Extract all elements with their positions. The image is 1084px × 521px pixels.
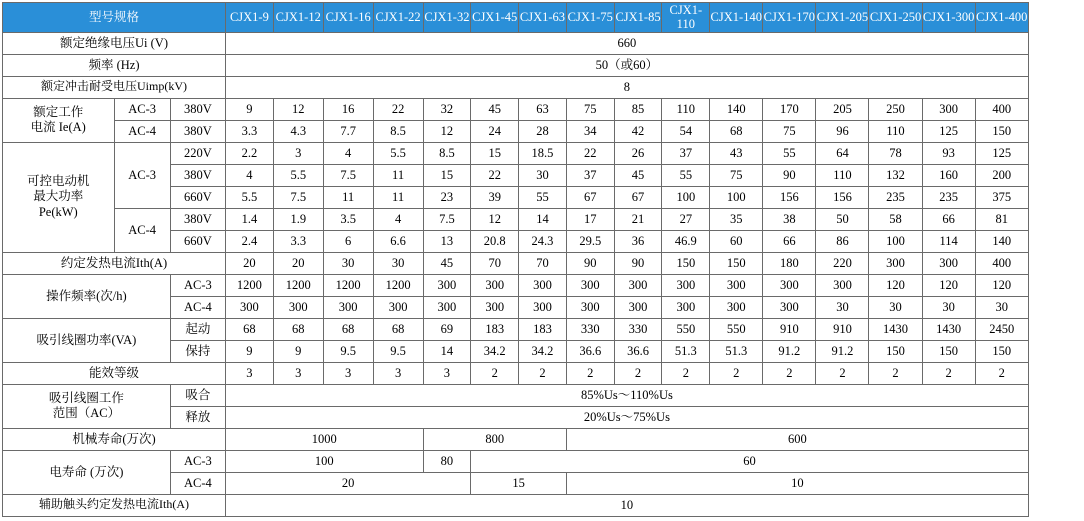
ops-ac4-v9: 300	[662, 296, 710, 318]
power-ac3-220-v11: 55	[763, 142, 816, 164]
ops-ac4-v14: 30	[922, 296, 975, 318]
elec-life-ac4-mode: AC-4	[170, 472, 225, 494]
ops-ac4-v4: 300	[423, 296, 471, 318]
label-rated-current-line1: 额定工作	[33, 104, 84, 119]
power-ac3-220-v14: 93	[922, 142, 975, 164]
ith-v12: 220	[816, 252, 869, 274]
power-ac4-660-v15: 140	[975, 230, 1028, 252]
ops-ac4-v15: 30	[975, 296, 1028, 318]
ops-ac4-v1: 300	[273, 296, 323, 318]
power-ac4-380-v9: 27	[662, 208, 710, 230]
power-ac3-380-v14: 160	[922, 164, 975, 186]
model-col-15: CJX1-400	[975, 3, 1028, 33]
power-ac4-660-v3: 6.6	[373, 230, 423, 252]
power-ac3-220-volt: 220V	[170, 142, 225, 164]
power-ac3-380-v0: 4	[226, 164, 274, 186]
coil-start-v5: 183	[471, 318, 519, 340]
power-ac3-220-v3: 5.5	[373, 142, 423, 164]
power-ac4-380-volt: 380V	[170, 208, 225, 230]
coil-hold-v5: 34.2	[471, 340, 519, 362]
power-ac4-380-v3: 4	[373, 208, 423, 230]
power-ac4-380-v10: 35	[710, 208, 763, 230]
ith-v1: 20	[273, 252, 323, 274]
coil-start-v12: 910	[816, 318, 869, 340]
ie-ac3-v10: 140	[710, 98, 763, 120]
row-ie-ac4	[3, 120, 1082, 142]
power-ac4-380-v7: 17	[566, 208, 614, 230]
label-coil-range	[3, 384, 171, 428]
power-ac4-660-v14: 114	[922, 230, 975, 252]
coil-start-v10: 550	[710, 318, 763, 340]
coil-range-release-mode: 释放	[170, 406, 225, 428]
power-ac3-220-v9: 37	[662, 142, 710, 164]
ops-ac3-v6: 300	[519, 274, 567, 296]
power-ac3-660-v5: 39	[471, 186, 519, 208]
ie-ac4-mode: AC-4	[114, 120, 170, 142]
coil-hold-v14: 150	[922, 340, 975, 362]
power-ac3-660-v0: 5.5	[226, 186, 274, 208]
ops-ac3-v2: 1200	[323, 274, 373, 296]
ie-ac4-v7: 34	[566, 120, 614, 142]
ie-ac4-v6: 28	[519, 120, 567, 142]
ie-ac4-v15: 150	[975, 120, 1028, 142]
coil-hold-v0: 9	[226, 340, 274, 362]
power-ac3-660-v2: 11	[323, 186, 373, 208]
ith-v8: 90	[614, 252, 662, 274]
row-ie-ac3	[3, 98, 1082, 120]
power-ac4-380-v11: 38	[763, 208, 816, 230]
power-ac3-220-v5: 15	[471, 142, 519, 164]
ops-ac4-v8: 300	[614, 296, 662, 318]
ops-ac4-v5: 300	[471, 296, 519, 318]
power-ac4-660-v11: 66	[763, 230, 816, 252]
coil-range-pickup-mode: 吸合	[170, 384, 225, 406]
ith-v6: 70	[519, 252, 567, 274]
power-ac3-660-v7: 67	[566, 186, 614, 208]
ie-ac4-v1: 4.3	[273, 120, 323, 142]
ith-v10: 150	[710, 252, 763, 274]
power-ac3-380-v5: 22	[471, 164, 519, 186]
model-col-2: CJX1-16	[323, 3, 373, 33]
model-col-3: CJX1-22	[373, 3, 423, 33]
mech-life-seg2: 600	[566, 428, 1028, 450]
model-col-1: CJX1-12	[273, 3, 323, 33]
ie-ac3-v1: 12	[273, 98, 323, 120]
ie-ac4-v10: 68	[710, 120, 763, 142]
label-coil-range-line1: 吸引线圈工作	[48, 390, 124, 405]
power-ac3-380-v3: 11	[373, 164, 423, 186]
label-aux-ith: 辅助触头约定发热电流Ith(A)	[3, 494, 226, 516]
coil-start-v14: 1430	[922, 318, 975, 340]
coil-start-v11: 910	[763, 318, 816, 340]
ie-ac3-v9: 110	[662, 98, 710, 120]
power-ac3-220-v13: 78	[869, 142, 922, 164]
elec-life-ac4-seg2: 10	[566, 472, 1028, 494]
ie-ac4-v3: 8.5	[373, 120, 423, 142]
ith-v9: 150	[662, 252, 710, 274]
ops-ac4-v2: 300	[323, 296, 373, 318]
power-ac3-380-v1: 5.5	[273, 164, 323, 186]
row-aux-thermal-current	[3, 494, 1082, 516]
ie-ac4-v11: 75	[763, 120, 816, 142]
ops-ac3-v4: 300	[423, 274, 471, 296]
ith-v11: 180	[763, 252, 816, 274]
label-operating-frequency: 操作频率(次/h)	[3, 274, 171, 318]
eff-v2: 3	[323, 362, 373, 384]
ie-ac3-v3: 22	[373, 98, 423, 120]
ie-ac4-v13: 110	[869, 120, 922, 142]
power-ac4-380-v14: 66	[922, 208, 975, 230]
ops-ac3-v9: 300	[662, 274, 710, 296]
ops-ac4-v6: 300	[519, 296, 567, 318]
power-ac3-220-v0: 2.2	[226, 142, 274, 164]
ith-v15: 400	[975, 252, 1028, 274]
ie-ac4-v5: 24	[471, 120, 519, 142]
model-col-0: CJX1-9	[226, 3, 274, 33]
ops-ac3-v12: 300	[816, 274, 869, 296]
row-power-ac4-380	[3, 208, 1082, 230]
ops-ac4-v12: 30	[816, 296, 869, 318]
power-ac4-660-v0: 2.4	[226, 230, 274, 252]
ops-ac4-v13: 30	[869, 296, 922, 318]
power-ac3-660-v6: 55	[519, 186, 567, 208]
coil-start-v3: 68	[373, 318, 423, 340]
power-ac3-380-v13: 132	[869, 164, 922, 186]
ie-ac3-v14: 300	[922, 98, 975, 120]
label-motor-power	[3, 142, 115, 252]
ops-ac3-v1: 1200	[273, 274, 323, 296]
eff-v10: 2	[710, 362, 763, 384]
ops-ac3-v10: 300	[710, 274, 763, 296]
row-efficiency-grade	[3, 362, 1082, 384]
eff-v14: 2	[922, 362, 975, 384]
power-ac4-380-v6: 14	[519, 208, 567, 230]
eff-v6: 2	[519, 362, 567, 384]
power-ac3-380-v10: 75	[710, 164, 763, 186]
label-frequency: 频率 (Hz)	[3, 54, 226, 76]
contactor-spec-table	[2, 2, 1082, 517]
power-ac3-660-v15: 375	[975, 186, 1028, 208]
power-ac3-660-v3: 11	[373, 186, 423, 208]
model-col-11: CJX1-170	[763, 3, 816, 33]
ops-ac3-v15: 120	[975, 274, 1028, 296]
ie-ac3-volt: 380V	[170, 98, 225, 120]
power-ac3-380-volt: 380V	[170, 164, 225, 186]
coil-start-v0: 68	[226, 318, 274, 340]
power-ac3-mode: AC-3	[114, 142, 170, 208]
ith-v14: 300	[922, 252, 975, 274]
coil-start-v13: 1430	[869, 318, 922, 340]
ith-v4: 45	[423, 252, 471, 274]
eff-v3: 3	[373, 362, 423, 384]
coil-hold-v15: 150	[975, 340, 1028, 362]
coil-hold-v12: 91.2	[816, 340, 869, 362]
ie-ac3-v11: 170	[763, 98, 816, 120]
power-ac4-380-v12: 50	[816, 208, 869, 230]
coil-start-v9: 550	[662, 318, 710, 340]
coil-hold-v6: 34.2	[519, 340, 567, 362]
elec-life-ac4-seg1: 15	[471, 472, 567, 494]
label-motor-power-line1: 可控电动机	[26, 173, 90, 188]
ie-ac3-v13: 250	[869, 98, 922, 120]
coil-hold-v8: 36.6	[614, 340, 662, 362]
power-ac4-mode: AC-4	[114, 208, 170, 252]
model-col-5: CJX1-45	[471, 3, 519, 33]
row-thermal-current	[3, 252, 1082, 274]
ie-ac4-v0: 3.3	[226, 120, 274, 142]
ops-ac3-v14: 120	[922, 274, 975, 296]
value-aux-ith: 10	[226, 494, 1029, 516]
label-rated-current-line2: 电流 Ie(A)	[30, 120, 86, 135]
power-ac3-220-v8: 26	[614, 142, 662, 164]
ie-ac4-v9: 54	[662, 120, 710, 142]
power-ac3-380-v15: 200	[975, 164, 1028, 186]
ie-ac3-v7: 75	[566, 98, 614, 120]
coil-start-v6: 183	[519, 318, 567, 340]
eff-v11: 2	[763, 362, 816, 384]
power-ac3-380-v12: 110	[816, 164, 869, 186]
ith-v7: 90	[566, 252, 614, 274]
ie-ac3-v6: 63	[519, 98, 567, 120]
coil-range-release-value: 20%Us～75%Us	[226, 406, 1029, 428]
power-ac4-380-v1: 1.9	[273, 208, 323, 230]
power-ac4-660-v8: 36	[614, 230, 662, 252]
coil-hold-v11: 91.2	[763, 340, 816, 362]
ith-v3: 30	[373, 252, 423, 274]
power-ac4-660-v4: 13	[423, 230, 471, 252]
row-coil-range-pickup	[3, 384, 1082, 406]
power-ac4-660-v5: 20.8	[471, 230, 519, 252]
power-ac3-660-v12: 156	[816, 186, 869, 208]
power-ac4-380-v8: 21	[614, 208, 662, 230]
power-ac3-220-v4: 8.5	[423, 142, 471, 164]
power-ac4-660-v13: 100	[869, 230, 922, 252]
power-ac4-660-v12: 86	[816, 230, 869, 252]
ops-ac3-v0: 1200	[226, 274, 274, 296]
coil-hold-v4: 14	[423, 340, 471, 362]
eff-v15: 2	[975, 362, 1028, 384]
power-ac3-220-v7: 22	[566, 142, 614, 164]
power-ac3-380-v2: 7.5	[323, 164, 373, 186]
ie-ac3-v15: 400	[975, 98, 1028, 120]
power-ac3-660-v8: 67	[614, 186, 662, 208]
row-ops-ac3	[3, 274, 1082, 296]
row-mechanical-life	[3, 428, 1082, 450]
ie-ac3-v8: 85	[614, 98, 662, 120]
label-rated-current	[3, 98, 115, 142]
ops-ac3-v11: 300	[763, 274, 816, 296]
power-ac4-380-v5: 12	[471, 208, 519, 230]
coil-start-v7: 330	[566, 318, 614, 340]
label-uimp: 额定冲击耐受电压Uimp(kV)	[3, 76, 226, 98]
power-ac3-380-v7: 37	[566, 164, 614, 186]
elec-life-ac3-seg2: 60	[471, 450, 1028, 472]
row-impulse-voltage	[3, 76, 1082, 98]
power-ac4-380-v2: 3.5	[323, 208, 373, 230]
coil-hold-v13: 150	[869, 340, 922, 362]
power-ac3-660-v13: 235	[869, 186, 922, 208]
ops-ac3-v13: 120	[869, 274, 922, 296]
eff-v5: 2	[471, 362, 519, 384]
coil-start-v2: 68	[323, 318, 373, 340]
eff-v13: 2	[869, 362, 922, 384]
ith-v13: 300	[869, 252, 922, 274]
coil-hold-v9: 51.3	[662, 340, 710, 362]
power-ac4-660-v6: 24.3	[519, 230, 567, 252]
coil-start-mode: 起动	[170, 318, 225, 340]
mech-life-seg0: 1000	[226, 428, 424, 450]
ie-ac3-v2: 16	[323, 98, 373, 120]
coil-start-v15: 2450	[975, 318, 1028, 340]
mech-life-seg1: 800	[423, 428, 566, 450]
ops-ac4-v3: 300	[373, 296, 423, 318]
model-col-7: CJX1-75	[566, 3, 614, 33]
ops-ac3-v7: 300	[566, 274, 614, 296]
power-ac4-380-v13: 58	[869, 208, 922, 230]
ie-ac4-v2: 7.7	[323, 120, 373, 142]
ie-ac3-mode: AC-3	[114, 98, 170, 120]
ith-v0: 20	[226, 252, 274, 274]
power-ac4-380-v0: 1.4	[226, 208, 274, 230]
ith-v2: 30	[323, 252, 373, 274]
power-ac3-220-v1: 3	[273, 142, 323, 164]
eff-v1: 3	[273, 362, 323, 384]
power-ac4-660-v10: 60	[710, 230, 763, 252]
power-ac3-660-v1: 7.5	[273, 186, 323, 208]
power-ac3-220-v10: 43	[710, 142, 763, 164]
power-ac3-660-volt: 660V	[170, 186, 225, 208]
ops-ac4-v11: 300	[763, 296, 816, 318]
coil-range-pickup-value: 85%Us～110%Us	[226, 384, 1029, 406]
power-ac4-380-v15: 81	[975, 208, 1028, 230]
power-ac3-380-v6: 30	[519, 164, 567, 186]
power-ac4-660-v9: 46.9	[662, 230, 710, 252]
label-efficiency: 能效等级	[3, 362, 226, 384]
ops-ac4-v7: 300	[566, 296, 614, 318]
label-coil-range-line2: 范围（AC）	[52, 406, 121, 421]
table-header-row	[3, 3, 1082, 33]
coil-start-v1: 68	[273, 318, 323, 340]
ie-ac3-v12: 205	[816, 98, 869, 120]
ops-ac4-v0: 300	[226, 296, 274, 318]
coil-hold-v1: 9	[273, 340, 323, 362]
ops-ac4-v10: 300	[710, 296, 763, 318]
ie-ac3-v4: 32	[423, 98, 471, 120]
ie-ac4-v12: 96	[816, 120, 869, 142]
row-frequency	[3, 54, 1082, 76]
row-rated-insulation-voltage	[3, 32, 1082, 54]
model-col-10: CJX1-140	[710, 3, 763, 33]
label-elec-life: 电寿命 (万次)	[3, 450, 171, 494]
eff-v7: 2	[566, 362, 614, 384]
label-ui: 额定绝缘电压Ui (V)	[3, 32, 226, 54]
model-col-6: CJX1-63	[519, 3, 567, 33]
elec-life-ac3-seg0: 100	[226, 450, 424, 472]
ops-ac3-v5: 300	[471, 274, 519, 296]
power-ac4-660-volt: 660V	[170, 230, 225, 252]
eff-v12: 2	[816, 362, 869, 384]
coil-hold-v10: 51.3	[710, 340, 763, 362]
power-ac4-660-v7: 29.5	[566, 230, 614, 252]
ops-ac3-mode: AC-3	[170, 274, 225, 296]
power-ac3-220-v12: 64	[816, 142, 869, 164]
header-spec-label: 型号规格	[3, 3, 226, 33]
power-ac3-220-v6: 18.5	[519, 142, 567, 164]
value-frequency: 50（或60）	[226, 54, 1029, 76]
power-ac3-660-v4: 23	[423, 186, 471, 208]
row-electrical-life-ac3	[3, 450, 1082, 472]
ie-ac4-v4: 12	[423, 120, 471, 142]
label-mech-life: 机械寿命(万次)	[3, 428, 226, 450]
ie-ac3-v5: 45	[471, 98, 519, 120]
model-col-13: CJX1-250	[869, 3, 922, 33]
eff-v8: 2	[614, 362, 662, 384]
ops-ac3-v3: 1200	[373, 274, 423, 296]
coil-hold-mode: 保持	[170, 340, 225, 362]
power-ac3-660-v14: 235	[922, 186, 975, 208]
ie-ac4-volt: 380V	[170, 120, 225, 142]
coil-start-v4: 69	[423, 318, 471, 340]
value-uimp: 8	[226, 76, 1029, 98]
power-ac3-660-v9: 100	[662, 186, 710, 208]
power-ac3-380-v11: 90	[763, 164, 816, 186]
ith-v5: 70	[471, 252, 519, 274]
coil-hold-v7: 36.6	[566, 340, 614, 362]
model-col-14: CJX1-300	[922, 3, 975, 33]
label-motor-power-line3: Pe(kW)	[38, 205, 78, 220]
ie-ac4-v8: 42	[614, 120, 662, 142]
power-ac3-660-v10: 100	[710, 186, 763, 208]
elec-life-ac3-mode: AC-3	[170, 450, 225, 472]
power-ac4-660-v1: 3.3	[273, 230, 323, 252]
power-ac3-380-v9: 55	[662, 164, 710, 186]
power-ac3-380-v8: 45	[614, 164, 662, 186]
row-coil-power-start	[3, 318, 1082, 340]
coil-hold-v2: 9.5	[323, 340, 373, 362]
power-ac4-660-v2: 6	[323, 230, 373, 252]
power-ac4-380-v4: 7.5	[423, 208, 471, 230]
ie-ac4-v14: 125	[922, 120, 975, 142]
power-ac3-220-v2: 4	[323, 142, 373, 164]
label-ith: 约定发热电流Ith(A)	[3, 252, 226, 274]
model-col-12: CJX1-205	[816, 3, 869, 33]
value-ui: 660	[226, 32, 1029, 54]
eff-v9: 2	[662, 362, 710, 384]
ie-ac3-v0: 9	[226, 98, 274, 120]
power-ac3-380-v4: 15	[423, 164, 471, 186]
eff-v4: 3	[423, 362, 471, 384]
ops-ac3-v8: 300	[614, 274, 662, 296]
elec-life-ac4-seg0: 20	[226, 472, 471, 494]
eff-v0: 3	[226, 362, 274, 384]
model-col-9: CJX1-110	[662, 3, 710, 33]
label-coil-power: 吸引线圈功率(VA)	[3, 318, 171, 362]
model-col-8: CJX1-85	[614, 3, 662, 33]
model-col-4: CJX1-32	[423, 3, 471, 33]
coil-start-v8: 330	[614, 318, 662, 340]
power-ac3-660-v11: 156	[763, 186, 816, 208]
ops-ac4-mode: AC-4	[170, 296, 225, 318]
coil-hold-v3: 9.5	[373, 340, 423, 362]
power-ac3-220-v15: 125	[975, 142, 1028, 164]
label-motor-power-line2: 最大功率	[33, 189, 84, 204]
elec-life-ac3-seg1: 80	[423, 450, 471, 472]
row-power-ac3-220	[3, 142, 1082, 164]
